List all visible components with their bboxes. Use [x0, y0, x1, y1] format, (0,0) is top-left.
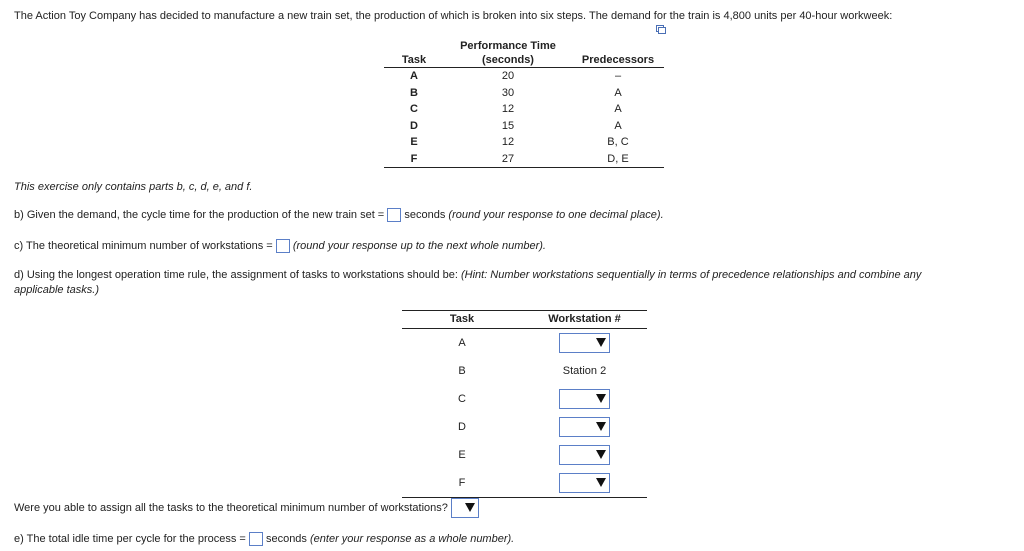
table-row	[384, 68, 664, 85]
task-time: 20	[501, 70, 515, 82]
problem-intro: The Action Toy Company has decided to manufacture a new train set, the production of which is broken into six steps. The demand for the train is 4,800 units per 40-hour workweek:	[14, 10, 893, 22]
col-workstation-header: Workstation #	[522, 311, 647, 329]
task-id: D	[410, 119, 418, 132]
task-id: A	[410, 70, 418, 82]
part-d-hint: (Hint: Number workstations sequentially in terms of precedence relationships and combine any	[460, 269, 922, 281]
table-row	[384, 118, 664, 135]
part-b-suffix: seconds	[404, 208, 446, 221]
task-predecessors: B, C	[607, 136, 629, 148]
task-predecessors: A	[614, 103, 622, 115]
task-id: C	[410, 103, 418, 115]
part-b-prefix: b) Given the demand, the cycle time for the production of the new train set =	[14, 208, 385, 221]
assign-task: B	[458, 365, 466, 377]
part-b-line	[14, 208, 664, 222]
col-time-header-line2: (seconds)	[482, 54, 534, 66]
task-id: F	[410, 152, 418, 165]
part-d-prefix: d) Using the longest operation time rule, the assignment of tasks to workstations should be:	[14, 269, 458, 281]
task-time: 15	[501, 119, 515, 132]
exercise-note: This exercise only contains parts b, c, d, e, and f.	[14, 181, 253, 193]
part-e-line	[14, 532, 514, 546]
assign-task: E	[458, 449, 466, 461]
part-d-hint-cont: applicable tasks.)	[14, 284, 99, 296]
triangle-down-icon	[596, 450, 606, 459]
table-row	[402, 469, 647, 498]
col-task-header: Task	[401, 54, 427, 66]
task-time: 12	[501, 103, 515, 115]
part-e-prefix: e) The total idle time per cycle for the process =	[14, 532, 246, 545]
col-time-header-line1: Performance Time	[460, 40, 556, 52]
question-text: Were you able to assign all the tasks to the theoretical minimum number of workstations?	[14, 501, 448, 514]
task-id: E	[410, 136, 418, 148]
table-row	[384, 151, 664, 168]
workstation-select-d[interactable]	[559, 417, 610, 437]
cycle-time-input[interactable]	[387, 208, 401, 222]
table-row	[402, 413, 647, 441]
triangle-down-icon	[596, 478, 606, 487]
assign-task: C	[458, 393, 466, 405]
assign-task: F	[458, 477, 466, 489]
workstation-select-c[interactable]	[559, 389, 610, 409]
part-e-hint: (enter your response as a whole number).	[310, 532, 515, 545]
col-time-header	[444, 39, 572, 68]
triangle-down-icon	[596, 422, 606, 431]
part-e-suffix: seconds	[265, 532, 307, 545]
min-workstations-input[interactable]	[276, 239, 290, 253]
task-time: 27	[501, 152, 515, 165]
col-task-header: Task	[402, 311, 522, 329]
table-row	[384, 101, 664, 118]
assignment-table	[402, 310, 647, 498]
task-data-table	[384, 39, 664, 168]
table-row	[402, 329, 647, 358]
task-predecessors: A	[614, 86, 622, 99]
min-workstations-question	[14, 498, 479, 518]
table-row	[384, 134, 664, 151]
table-row	[402, 357, 647, 385]
task-time: 30	[501, 86, 515, 99]
assign-task: D	[458, 421, 466, 433]
task-predecessors: –	[614, 70, 622, 82]
task-id: B	[410, 86, 418, 99]
triangle-down-icon	[465, 503, 475, 512]
col-predecessors-header: Predecessors	[581, 54, 655, 66]
part-c-prefix: c) The theoretical minimum number of workstations =	[14, 239, 273, 252]
triangle-down-icon	[596, 394, 606, 403]
copy-icon[interactable]	[656, 25, 666, 34]
assign-task: A	[458, 337, 466, 349]
idle-time-input[interactable]	[249, 532, 263, 546]
workstation-select-f[interactable]	[559, 473, 610, 493]
triangle-down-icon	[596, 338, 606, 347]
task-predecessors: D, E	[607, 152, 629, 165]
table-row	[402, 441, 647, 469]
yes-no-select[interactable]	[451, 498, 479, 518]
part-c-hint: (round your response up to the next whole number).	[292, 239, 546, 252]
workstation-select-a[interactable]	[559, 333, 610, 353]
table-row	[384, 85, 664, 102]
part-d-line	[14, 269, 921, 281]
workstation-select-e[interactable]	[559, 445, 610, 465]
part-b-hint: (round your response to one decimal place).	[448, 208, 664, 221]
table-row	[402, 385, 647, 413]
part-c-line	[14, 239, 546, 253]
task-time: 12	[501, 136, 515, 148]
workstation-fixed-b: Station 2	[562, 365, 607, 377]
task-predecessors: A	[614, 119, 622, 132]
